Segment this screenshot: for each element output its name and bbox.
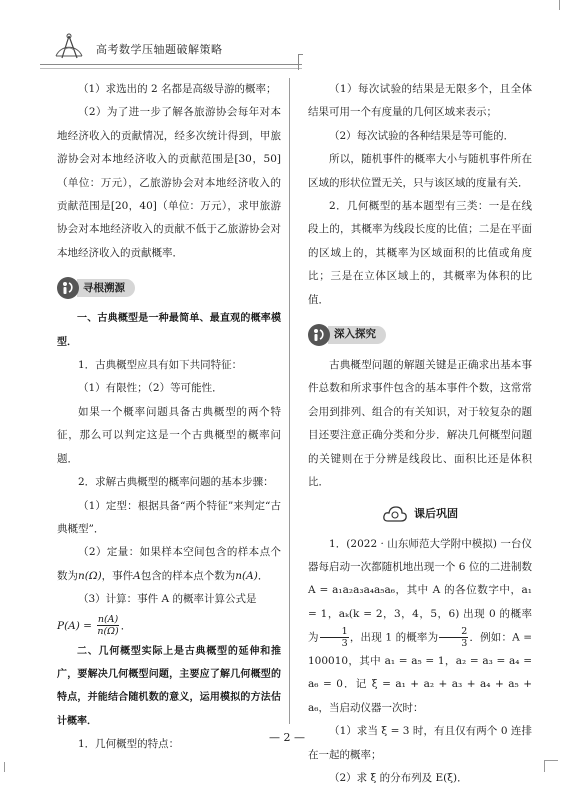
header-title: 高考数学压轴题破解策略 [96,43,223,56]
paragraph: 如果一个概率问题具备古典概型的两个特征，那么可以判定这是一个古典概型的概率问题． [57,405,281,465]
paragraph: （2）每次试验的各种结果是等可能的． [329,129,515,142]
question-part-1: （1）求选出的 2 名都是高级导游的概率； [78,83,277,95]
exercise-subquestion-1: （1）求当 ξ = 3 时，有且仅有两个 0 连排在一起的概率； [308,725,532,761]
right-column [308,78,532,790]
section-title-geometric: 二、几何概型实际上是古典概型的延伸和推广，要解决几何概型问题，主要应了解几何概型的特点，并能结合随机数的意义，运用模拟的方法估计概率． [57,645,281,727]
paragraph: 1．几何概型的特点： [78,738,180,751]
paragraph: （1）定型：根据具备“两个特征”来判定“古典概型”． [57,499,281,535]
section-label: 寻根溯源 [77,279,135,297]
header-rule-secondary [40,68,302,69]
paragraph: （1）有限性；（2）等可能性． [78,382,223,395]
exercise-subquestion-2: （2）求 ξ 的分布列及 E(ξ)． [329,772,468,785]
exercise-question: 1．(2022 · 山东师范大学附中模拟) 一台仪器每启动一次都随机地出现一个 6 位的二进制数 A = a₁a₂a₃a₄a₅a₆，其中 A 的各位数字中，a₁ = 1，aₖ(k = 2，3，4，5，6) 出现 0 的概率为 $\frac{1}{3}$ ，出现 1 的概率为 $\frac{2}{3}$ ．例如：A = 100010，其中 a₁ = a₅ = 1，a₂ = a₃ = a₄ = a₆ = 0．记 ξ = a₁ + a₂ + a₃ + a₄ + a₅ + a₆，当启动仪器一次时： [308,537,533,714]
header-rule-end [298,54,303,70]
question-part-2: （2）为了进一步了解各旅游协会每年对本地经济收入的贡献情况，经多次统计得到，甲旅游协会对本地经济收入的贡献范围是[30，50]（单位：万元），乙旅游协会对本地经济收入的贡献范围是[20，40]（单位：万元），求甲旅游协会对本地经济收入的贡献不低于乙旅游协会对本地经济收入的贡献概率． [57,106,281,259]
page-header [40,28,310,68]
section-header-practice [308,497,532,531]
section-title-classical: 一、古典概型是一种最简单、最直观的概率模型． [57,313,281,348]
header-rule [40,64,302,65]
section-header-origin [57,271,281,305]
section-label: 课后巩固 [414,506,458,520]
crop-mark [544,760,558,772]
left-column [57,78,281,757]
section-label: 深入探究 [328,326,386,344]
column-divider [289,78,290,724]
person-info-icon [57,277,79,299]
section-header-explore [308,318,532,352]
paragraph-quantify: （2）定量：如果样本空间包含的样本点个数为n(Ω)，事件A包含的样本点个数为n(A)． [57,546,281,582]
cloud-icon [382,503,408,525]
paragraph: 古典概型问题的解题关键是正确求出基本事件总数和所求事件包含的基本事件个数，这常常会用到排列、组合的有关知识，对于较复杂的题目还要注意正确分类和分步．解决几何概型问题的关键则在于分辨是线段比、面积比还是体积比． [308,359,532,489]
fraction-two-thirds: $\frac{2}{3}$ [439,626,468,649]
person-info-icon [308,324,330,346]
probability-formula: P(A) = $\frac{n(A)}{n(\Omega)}$ ． [57,614,132,638]
paragraph: （3）计算：事件 A 的概率计算公式是 [78,593,257,606]
compass-protractor-logo [52,32,86,62]
crop-mark [546,0,560,10]
page-number: — 2 — [269,731,305,744]
fraction-one-third: $\frac{1}{3}$ [320,626,349,649]
paragraph: 所以，随机事件的概率大小与随机事件所在区域的形状位置无关，只与该区域的度量有关． [308,153,532,189]
crop-mark [4,762,5,772]
paragraph: （1）每次试验的结果是无限多个，且全体结果可用一个有度量的几何区域来表示； [308,83,532,119]
formula-fraction: $\frac{n(A)}{n(\Omega)}$ [97,614,119,638]
paragraph: 2．求解古典概型的概率问题的基本步骤： [78,476,274,489]
paragraph: 2．几何概型的基本题型有三类：一是在线段上的，其概率为线段长度的比值；二是在平面的区域上的，其概率为区域面积的比值或角度比；三是在立体区域上的，其概率为体积的比值． [308,200,532,306]
paragraph: 1．古典概型应具有如下共同特征： [78,359,243,372]
